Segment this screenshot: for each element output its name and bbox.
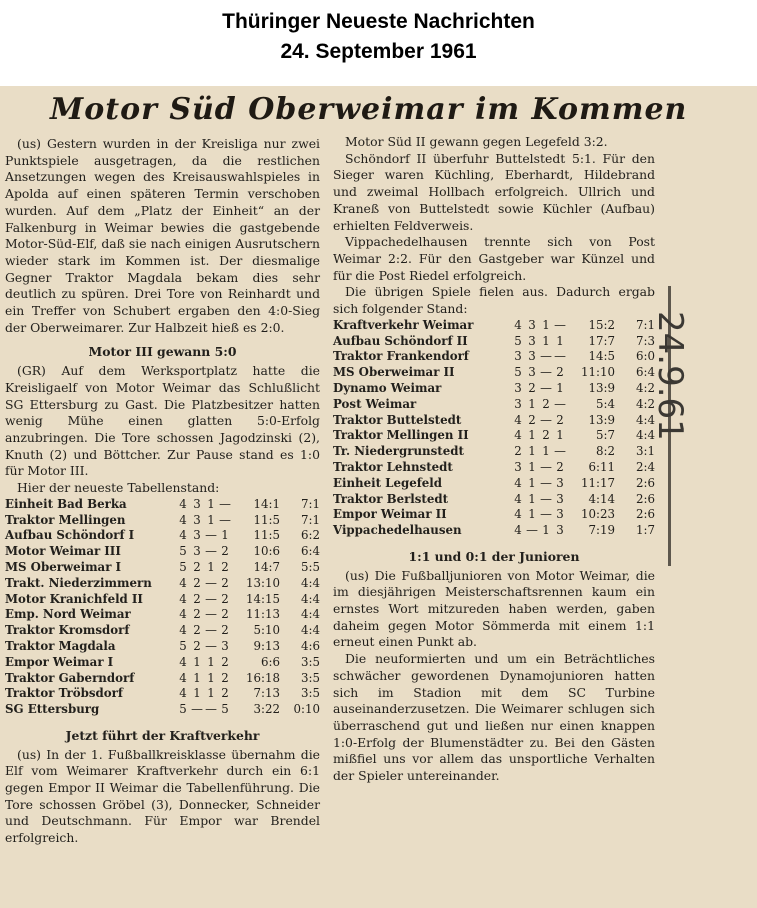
table-cell: 4:14 bbox=[588, 491, 615, 506]
team-name: Traktor Buttelstedt bbox=[333, 412, 462, 427]
table-cell: 3 bbox=[514, 380, 522, 395]
table-cell: 2 bbox=[556, 365, 564, 380]
table-cell: 7:1 bbox=[301, 496, 320, 511]
table-cell: 7:13 bbox=[253, 686, 280, 701]
table-cell: — bbox=[205, 623, 217, 638]
newspaper-name: Thüringer Neueste Nachrichten bbox=[222, 10, 535, 33]
table-cell: 1 bbox=[528, 491, 536, 506]
table-row bbox=[333, 397, 655, 413]
team-name: Empor Weimar II bbox=[333, 507, 447, 522]
table-cell: — bbox=[205, 638, 217, 653]
table-cell: 4:6 bbox=[301, 638, 320, 653]
table-cell: — bbox=[554, 349, 566, 364]
paragraph: Vippachedelhausen trennte sich von Post Weimar 2:2. Für den Gastgeber war Künzel und für die Post Riedel erfolgreich. bbox=[333, 234, 655, 283]
table-row bbox=[5, 702, 320, 718]
table-cell: 2 bbox=[556, 459, 564, 474]
table-cell: 9:13 bbox=[253, 638, 280, 653]
table-cell: 4:4 bbox=[301, 591, 320, 606]
table-cell: 1:7 bbox=[636, 523, 655, 538]
table-cell: 1 bbox=[207, 559, 215, 574]
table-cell: 3 bbox=[556, 475, 564, 490]
article-headline: Motor Süd Oberweimar im Kommen bbox=[50, 92, 688, 127]
table-row bbox=[333, 492, 655, 508]
table-cell: 1 bbox=[207, 686, 215, 701]
table-row bbox=[333, 476, 655, 492]
table-cell: 5 bbox=[179, 702, 187, 717]
table-cell: 3 bbox=[221, 638, 229, 653]
table-cell: 5:5 bbox=[301, 559, 320, 574]
table-cell: 4:2 bbox=[636, 380, 655, 395]
table-cell: — bbox=[540, 365, 552, 380]
table-row bbox=[333, 334, 655, 350]
table-cell: — bbox=[205, 702, 217, 717]
table-row bbox=[333, 381, 655, 397]
table-cell: 17:7 bbox=[588, 333, 615, 348]
table-cell: 3 bbox=[514, 396, 522, 411]
intro-paragraph: (us) Gestern wurden in der Kreisliga nur zwei Punktspiele ausgetragen, da die restlichen Ansetzungen wegen des Kreisauswahlspieles in Apolda auf einen späteren Termin verschoben wurden. Auf dem „Platz der Einheit“ an der Falkenburg in Weimar bewies die gastgebende Motor-Süd-Elf, daß sie nach einigen Ausrutschern wieder stark im Kommen ist. Der diesmalige Gegner Traktor Magdala bekam dies sehr deutlich zu spüren. Drei Tore von Reinhardt und ein Treffer von Schubert ergaben den 4:0-Sieg der Oberweimarer. Zur Halbzeit hieß es 2:0. bbox=[5, 136, 320, 335]
table-cell: — bbox=[540, 459, 552, 474]
table-cell: 4:4 bbox=[636, 412, 655, 427]
table-cell: — bbox=[526, 523, 538, 538]
table-cell: — bbox=[540, 349, 552, 364]
table-cell: 4:4 bbox=[301, 607, 320, 622]
team-name: MS Oberweimar I bbox=[5, 559, 122, 574]
table-cell: 3 bbox=[193, 528, 201, 543]
table-row bbox=[5, 497, 320, 513]
section-paragraph: Die neuformierten und um ein Beträchtliches schwächer gewordenen Dynamojunioren hatten sich im Stadion mit dem SC Turbine auseinanderzusetzen. Die Weimarer schlugen sich überraschend gut und ließen nur einen knappen 1:0-Erfolg der Blumenstädter zu. Bei den Gästen mißfiel uns vor allem das unsportliche Verhalten der Spieler untereinander. bbox=[333, 651, 655, 784]
table-cell: 4 bbox=[179, 607, 187, 622]
table-cell: — bbox=[540, 475, 552, 490]
table-cell: 15:2 bbox=[588, 317, 615, 332]
table-cell: 7:1 bbox=[301, 512, 320, 527]
table-cell: 3:5 bbox=[301, 654, 320, 669]
table-cell: 2:6 bbox=[636, 507, 655, 522]
table-cell: 1 bbox=[528, 396, 536, 411]
table-cell: 2 bbox=[221, 559, 229, 574]
table-cell: 2:4 bbox=[636, 459, 655, 474]
table-cell: 4 bbox=[179, 623, 187, 638]
table-cell: 4 bbox=[179, 670, 187, 685]
table-cell: 4 bbox=[179, 512, 187, 527]
table-row bbox=[5, 592, 320, 608]
table-cell: 14:1 bbox=[253, 496, 280, 511]
team-name: Vippachedelhausen bbox=[333, 523, 462, 538]
standings-table-kreisklasse bbox=[333, 318, 655, 539]
table-cell: 2 bbox=[528, 380, 536, 395]
table-row bbox=[5, 607, 320, 623]
table-cell: 2 bbox=[556, 412, 564, 427]
table-cell: 1 bbox=[556, 428, 564, 443]
team-name: Traktor Mellingen bbox=[5, 512, 126, 527]
column-left bbox=[5, 136, 320, 847]
table-cell: — bbox=[554, 317, 566, 332]
table-cell: 2 bbox=[542, 428, 550, 443]
table-cell: 2 bbox=[514, 444, 522, 459]
table-cell: 3 bbox=[514, 459, 522, 474]
table-cell: 5 bbox=[179, 559, 187, 574]
table-row bbox=[5, 560, 320, 576]
table-cell: 7:3 bbox=[636, 333, 655, 348]
table-row bbox=[5, 544, 320, 560]
team-name: Traktor Gaberndorf bbox=[5, 670, 135, 685]
table-cell: 2 bbox=[542, 396, 550, 411]
table-cell: 1 bbox=[556, 333, 564, 348]
table-cell: 3 bbox=[528, 349, 536, 364]
table-intro: Hier der neueste Tabellenstand: bbox=[17, 480, 220, 496]
table-cell: 3 bbox=[556, 491, 564, 506]
table-cell: 0:10 bbox=[293, 702, 320, 717]
table-cell: 4 bbox=[514, 475, 522, 490]
table-cell: 2 bbox=[193, 623, 201, 638]
table-cell: 1 bbox=[207, 670, 215, 685]
table-cell: 4 bbox=[514, 412, 522, 427]
table-cell: 13:10 bbox=[246, 575, 280, 590]
table-cell: 2 bbox=[221, 591, 229, 606]
table-cell: 11:10 bbox=[581, 365, 615, 380]
table-cell: 2 bbox=[221, 654, 229, 669]
table-cell: 4 bbox=[179, 528, 187, 543]
table-cell: 6:11 bbox=[588, 459, 615, 474]
table-cell: 2 bbox=[221, 623, 229, 638]
table-cell: 5 bbox=[179, 638, 187, 653]
standings-table-kreisliga bbox=[5, 497, 320, 718]
table-cell: 4 bbox=[179, 575, 187, 590]
team-name: Traktor Magdala bbox=[5, 638, 116, 653]
table-row bbox=[5, 639, 320, 655]
table-cell: 2 bbox=[193, 607, 201, 622]
table-cell: — bbox=[540, 412, 552, 427]
table-cell: 3:5 bbox=[301, 670, 320, 685]
table-cell: 1 bbox=[528, 444, 536, 459]
table-row bbox=[333, 507, 655, 523]
page-header bbox=[0, 0, 757, 86]
table-cell: 3 bbox=[193, 496, 201, 511]
table-cell: 1 bbox=[542, 444, 550, 459]
table-cell: 3 bbox=[556, 507, 564, 522]
table-cell: 4:4 bbox=[636, 428, 655, 443]
team-name: Tr. Niedergrunstedt bbox=[333, 444, 464, 459]
team-name: Post Weimar bbox=[333, 396, 417, 411]
column-right bbox=[333, 134, 655, 785]
section-title: Motor III gewann 5:0 bbox=[88, 344, 237, 360]
team-name: Traktor Tröbsdorf bbox=[5, 686, 123, 701]
table-cell: 2 bbox=[221, 670, 229, 685]
table-cell: 1 bbox=[207, 512, 215, 527]
table-cell: 2 bbox=[193, 575, 201, 590]
table-row bbox=[5, 655, 320, 671]
table-cell: 1 bbox=[542, 317, 550, 332]
table-cell: 6:6 bbox=[261, 654, 280, 669]
table-cell: — bbox=[191, 702, 203, 717]
table-cell: 2 bbox=[221, 686, 229, 701]
table-cell: 2 bbox=[221, 607, 229, 622]
team-name: Trakt. Niederzimmern bbox=[5, 575, 152, 590]
table-cell: 3 bbox=[193, 512, 201, 527]
table-row bbox=[5, 686, 320, 702]
table-row bbox=[333, 365, 655, 381]
table-cell: 1 bbox=[542, 523, 550, 538]
table-cell: — bbox=[219, 512, 231, 527]
table-cell: 1 bbox=[193, 686, 201, 701]
table-row bbox=[333, 523, 655, 539]
table-cell: 4 bbox=[514, 317, 522, 332]
table-cell: 4:4 bbox=[301, 623, 320, 638]
table-cell: 6:4 bbox=[636, 365, 655, 380]
table-cell: 3 bbox=[514, 349, 522, 364]
table-cell: 8:2 bbox=[596, 444, 615, 459]
paragraph: Motor Süd II gewann gegen Legefeld 3:2. bbox=[345, 134, 608, 149]
table-cell: — bbox=[205, 528, 217, 543]
team-name: MS Oberweimar II bbox=[333, 365, 455, 380]
table-cell: 7:19 bbox=[588, 523, 615, 538]
table-cell: — bbox=[219, 496, 231, 511]
table-cell: 4 bbox=[514, 491, 522, 506]
table-cell: 1 bbox=[528, 459, 536, 474]
section-title: 1:1 und 0:1 der Junioren bbox=[408, 548, 580, 564]
table-cell: 7:1 bbox=[636, 317, 655, 332]
team-name: Dynamo Weimar bbox=[333, 380, 442, 395]
table-cell: 2:6 bbox=[636, 491, 655, 506]
table-cell: 1 bbox=[193, 670, 201, 685]
table-row bbox=[333, 349, 655, 365]
table-cell: 5 bbox=[179, 544, 187, 559]
table-cell: — bbox=[554, 444, 566, 459]
paragraph: Die übrigen Spiele fielen aus. Dadurch ergab sich folgender Stand: bbox=[333, 284, 655, 317]
table-cell: 14:15 bbox=[246, 591, 280, 606]
table-cell: — bbox=[205, 575, 217, 590]
publication-date: 24. September 1961 bbox=[280, 40, 477, 63]
table-cell: 4 bbox=[514, 523, 522, 538]
table-cell: 1 bbox=[556, 380, 564, 395]
table-row bbox=[5, 623, 320, 639]
handwritten-date-note: 24.9.61 bbox=[650, 311, 690, 441]
table-cell: 11:13 bbox=[246, 607, 280, 622]
table-row bbox=[333, 444, 655, 460]
table-row bbox=[5, 528, 320, 544]
table-cell: 4 bbox=[179, 591, 187, 606]
table-cell: 5 bbox=[221, 702, 229, 717]
table-cell: — bbox=[540, 380, 552, 395]
table-row bbox=[333, 413, 655, 429]
team-name: Aufbau Schöndorf II bbox=[333, 333, 468, 348]
table-cell: 1 bbox=[193, 654, 201, 669]
table-cell: 2 bbox=[193, 638, 201, 653]
table-cell: 3 bbox=[556, 523, 564, 538]
table-cell: 6:2 bbox=[301, 528, 320, 543]
table-row bbox=[5, 513, 320, 529]
team-name: Traktor Mellingen II bbox=[333, 428, 469, 443]
paragraph: Schöndorf II überfuhr Buttelstedt 5:1. Für den Sieger waren Küchling, Eberhardt, Hildebrand und zweimal Hollbach erfolgreich. Ullrich und Kraneß von Buttelstedt sowie Küchler (Aufbau) erhielten Feldverweis. bbox=[333, 150, 655, 233]
table-cell: 4 bbox=[179, 496, 187, 511]
table-row bbox=[333, 460, 655, 476]
table-cell: 14:7 bbox=[253, 559, 280, 574]
team-name: Empor Weimar I bbox=[5, 654, 114, 669]
newspaper-clipping bbox=[0, 86, 757, 908]
section-paragraph: (us) Die Fußballjunioren von Motor Weimar, die im diesjährigen Meisterschaftsrennen kaum ein ernstes Wort mitzureden haben werden, gaben daheim gegen Motor Sömmerda mit einem 1:1 erneut einen Punkt ab. bbox=[333, 567, 655, 650]
table-cell: 4 bbox=[514, 428, 522, 443]
table-cell: 4 bbox=[179, 686, 187, 701]
table-cell: 1 bbox=[542, 333, 550, 348]
table-cell: 2 bbox=[528, 412, 536, 427]
table-cell: — bbox=[540, 507, 552, 522]
table-cell: — bbox=[540, 491, 552, 506]
table-cell: 11:5 bbox=[253, 528, 280, 543]
team-name: Aufbau Schöndorf I bbox=[5, 528, 135, 543]
table-cell: 3:22 bbox=[253, 702, 280, 717]
table-cell: 5 bbox=[514, 333, 522, 348]
section-paragraph: (us) In der 1. Fußballkreisklasse übernahm die Elf vom Weimarer Kraftverkehr durch ein 6:1 gegen Empor II Weimar die Tabellenführung. Die Tore schossen Gröbel (3), Donnecker, Schneider und Deutschmann. Für Empor war Brendel erfolgreich. bbox=[5, 746, 320, 846]
table-cell: 3:5 bbox=[301, 686, 320, 701]
table-row bbox=[5, 671, 320, 687]
table-cell: 16:18 bbox=[246, 670, 280, 685]
table-cell: 1 bbox=[207, 654, 215, 669]
table-cell: 4 bbox=[514, 507, 522, 522]
table-cell: 5 bbox=[514, 365, 522, 380]
team-name: Motor Weimar III bbox=[5, 544, 121, 559]
table-cell: 3 bbox=[528, 317, 536, 332]
table-cell: 1 bbox=[528, 475, 536, 490]
team-name: Einheit Bad Berka bbox=[5, 496, 127, 511]
table-cell: 1 bbox=[528, 507, 536, 522]
table-cell: 2 bbox=[193, 559, 201, 574]
table-cell: 6:4 bbox=[301, 544, 320, 559]
table-cell: 3 bbox=[528, 333, 536, 348]
table-cell: 1 bbox=[221, 528, 229, 543]
table-cell: — bbox=[205, 591, 217, 606]
table-cell: 3 bbox=[528, 365, 536, 380]
team-name: Einheit Legefeld bbox=[333, 475, 443, 490]
table-row bbox=[333, 428, 655, 444]
team-name: Traktor Berlstedt bbox=[333, 491, 449, 506]
table-cell: 13:9 bbox=[588, 380, 615, 395]
team-name: Kraftverkehr Weimar bbox=[333, 317, 474, 332]
table-cell: 6:0 bbox=[636, 349, 655, 364]
team-name: Traktor Frankendorf bbox=[333, 349, 469, 364]
table-cell: 11:17 bbox=[581, 475, 615, 490]
table-row bbox=[5, 576, 320, 592]
table-cell: 14:5 bbox=[588, 349, 615, 364]
table-cell: — bbox=[554, 396, 566, 411]
table-cell: 2:6 bbox=[636, 475, 655, 490]
team-name: SG Ettersburg bbox=[5, 702, 100, 717]
table-cell: 10:6 bbox=[253, 544, 280, 559]
team-name: Motor Kranichfeld II bbox=[5, 591, 143, 606]
table-cell: 1 bbox=[528, 428, 536, 443]
table-cell: 13:9 bbox=[588, 412, 615, 427]
team-name: Traktor Lehnstedt bbox=[333, 459, 453, 474]
team-name: Emp. Nord Weimar bbox=[5, 607, 131, 622]
table-cell: — bbox=[205, 544, 217, 559]
table-cell: 5:10 bbox=[253, 623, 280, 638]
table-cell: 2 bbox=[193, 591, 201, 606]
table-cell: 2 bbox=[221, 575, 229, 590]
table-cell: — bbox=[205, 607, 217, 622]
section-paragraph: (GR) Auf dem Werksportplatz hatte die Kreisligaelf von Motor Weimar das Schlußlicht SG Ettersburg zu Gast. Die Platzbesitzer hatten wenig Mühe einen glatten 5:0-Erfolg anzubringen. Die Tore schossen Jagodzinski (2), Knuth (2) und Böttcher. Zur Pause stand es 1:0 für Motor III. bbox=[5, 363, 320, 479]
table-cell: 5:7 bbox=[596, 428, 615, 443]
table-cell: 3:1 bbox=[636, 444, 655, 459]
table-cell: 11:5 bbox=[253, 512, 280, 527]
table-cell: 10:23 bbox=[581, 507, 615, 522]
team-name: Traktor Kromsdorf bbox=[5, 623, 130, 638]
table-row bbox=[333, 318, 655, 334]
section-title: Jetzt führt der Kraftverkehr bbox=[65, 727, 260, 743]
table-cell: 4:4 bbox=[301, 575, 320, 590]
table-cell: 2 bbox=[221, 544, 229, 559]
table-cell: 1 bbox=[207, 496, 215, 511]
table-cell: 3 bbox=[193, 544, 201, 559]
table-cell: 5:4 bbox=[596, 396, 615, 411]
table-cell: 4:2 bbox=[636, 396, 655, 411]
table-cell: 4 bbox=[179, 654, 187, 669]
